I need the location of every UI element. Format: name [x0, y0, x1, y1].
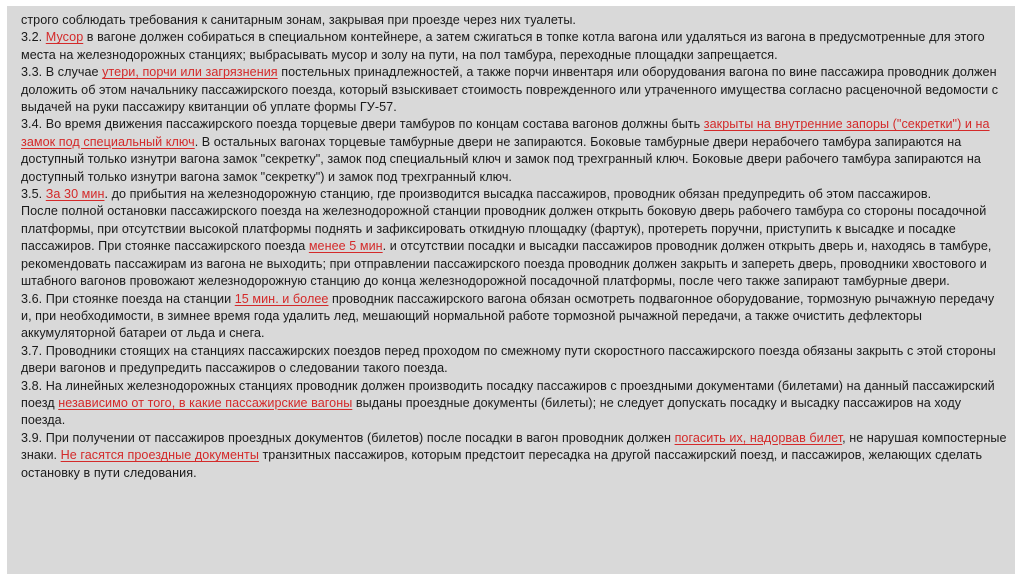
- text-run: 3.8. На линейных железнодорожных станциях проводник должен производить посадку пассажиров с проездными документами (билетами) на данный пассажирский поезд: [21, 378, 995, 410]
- text-run: в вагоне должен собираться в специальном контейнере, а затем сжигаться в топке котла вагона или удаляться из вагона в предусмотренные для этого места на железнодорожных станциях; выбрасывать мусор и золу на пути, на пол тамбура, переходные площадки запрещается.: [21, 30, 985, 62]
- paragraph-p-3-7: [21, 343, 1007, 378]
- paragraph-p-3-4: [21, 116, 1007, 186]
- highlighted-phrase: независимо от того, в какие пассажирские вагоны: [58, 395, 353, 410]
- highlighted-phrase: 15 мин. и более: [234, 291, 329, 306]
- text-run: 3.2.: [21, 30, 46, 45]
- paragraph-p-3-3: [21, 64, 1007, 116]
- highlighted-phrase: За 30 мин: [45, 187, 105, 202]
- text-run: После полной остановки пассажирского поезда на железнодорожной станции проводник должен открыть боковую дверь рабочего тамбура со стороны посадочной платформы, при отсутствии высокой платформы поднять и зафиксировать откидную площадку (фартук), протереть поручни, приступить к высадке и посадке пассажиров. При стоянке пассажирского поезда: [21, 204, 987, 254]
- text-run: транзитных пассажиров, которым предстоит пересадка на другой пассажирский поезд, и пассажиров, желающих сделать остановку в пути следования.: [21, 448, 983, 480]
- text-run: строго соблюдать требования к санитарным зонам, закрывая при проезде через них туалеты.: [21, 13, 576, 27]
- text-run: постельных принадлежностей, а также порчи инвентаря или оборудования вагона по вине пассажира проводник должен доложить об этом начальнику пассажирского поезда, который взыскивает стоимость поврежденного или утраченного имущества согласно расценочной ведомости с выдачей на руки пассажиру квитанции об уплате формы ГУ-57.: [21, 65, 999, 115]
- paragraph-p-intro: [21, 12, 1007, 29]
- text-run: . В остальных вагонах торцевые тамбурные двери не запираются. Боковые тамбурные двери нерабочего тамбура запираются на доступный только изнутри вагона замок "секретку", замок под специальный ключ и замок под трехгранный ключ. Боковые двери рабочего тамбура запираются на доступный только изнутри вагона замок "секретку") и замок под трехгранный ключ.: [21, 134, 981, 184]
- highlighted-phrase: закрыты на внутренние запоры ("секретки") и на замок под специальный ключ: [21, 117, 990, 149]
- paragraph-p-after-stop: [21, 203, 1007, 290]
- highlighted-phrase: утери, порчи или загрязнения: [102, 65, 278, 80]
- text-run: 3.9. При получении от пассажиров проездных документов (билетов) после посадки в вагон проводник должен: [21, 430, 675, 445]
- text-run: 3.5.: [21, 187, 46, 202]
- text-run: проводник пассажирского вагона обязан осмотреть подвагонное оборудование, тормозную рычажную передачу и, при необходимости, в зимнее время года удалить лед, мешающий нормальной работе тормозной рычажной передачи, а также очистить дефлекторы аккумуляторной батареи от льда и снега.: [21, 291, 995, 341]
- text-run: 3.3. В случае: [21, 65, 103, 80]
- highlighted-phrase: менее 5 мин: [308, 239, 383, 254]
- text-run: 3.7. Проводники стоящих на станциях пассажирских поездов перед проходом по смежному пути скоростного пассажирского поезда обязаны закрыть с этой стороны двери вагонов и предупредить пассажиров о следовании такого поезда.: [21, 343, 996, 376]
- highlighted-phrase: погасить их, надорвав билет: [674, 430, 843, 445]
- instructions-text-box: [7, 6, 1015, 574]
- text-run: выданы проездные документы (билеты); не следует допускать посадку и высадку пассажиров на ходу поезда.: [21, 395, 962, 428]
- text-run: . и отсутствии посадки и высадки пассажиров проводник должен открыть дверь и, находясь в тамбуре, рекомендовать пассажирам из вагона не выходить; при отправлении пассажирского поезда проводник должен закрыть и запереть дверь, проводники хвостового и штабного вагонов провожают железнодорожную станцию до конца железнодорожной посадочной платформы, после чего также запирают тамбурные двери.: [21, 239, 992, 289]
- paragraph-p-3-9: [21, 430, 1007, 482]
- text-run: , не нарушая компостерные знаки.: [21, 430, 1007, 463]
- text-run: 3.6. При стоянке поезда на станции: [21, 291, 235, 306]
- text-run: . до прибытия на железнодорожную станцию, где производится высадка пассажиров, проводник обязан предупредить об этом пассажиров.: [104, 187, 932, 202]
- text-run: 3.4. Во время движения пассажирского поезда торцевые двери тамбуров по концам состава вагонов должны быть: [21, 117, 704, 132]
- highlighted-phrase: Мусор: [45, 30, 84, 45]
- highlighted-phrase: Не гасятся проездные документы: [60, 448, 259, 463]
- paragraph-p-3-5: [21, 186, 1007, 203]
- paragraph-p-3-2: [21, 29, 1007, 64]
- paragraph-p-3-8: [21, 378, 1007, 430]
- paragraph-p-3-6: [21, 291, 1007, 343]
